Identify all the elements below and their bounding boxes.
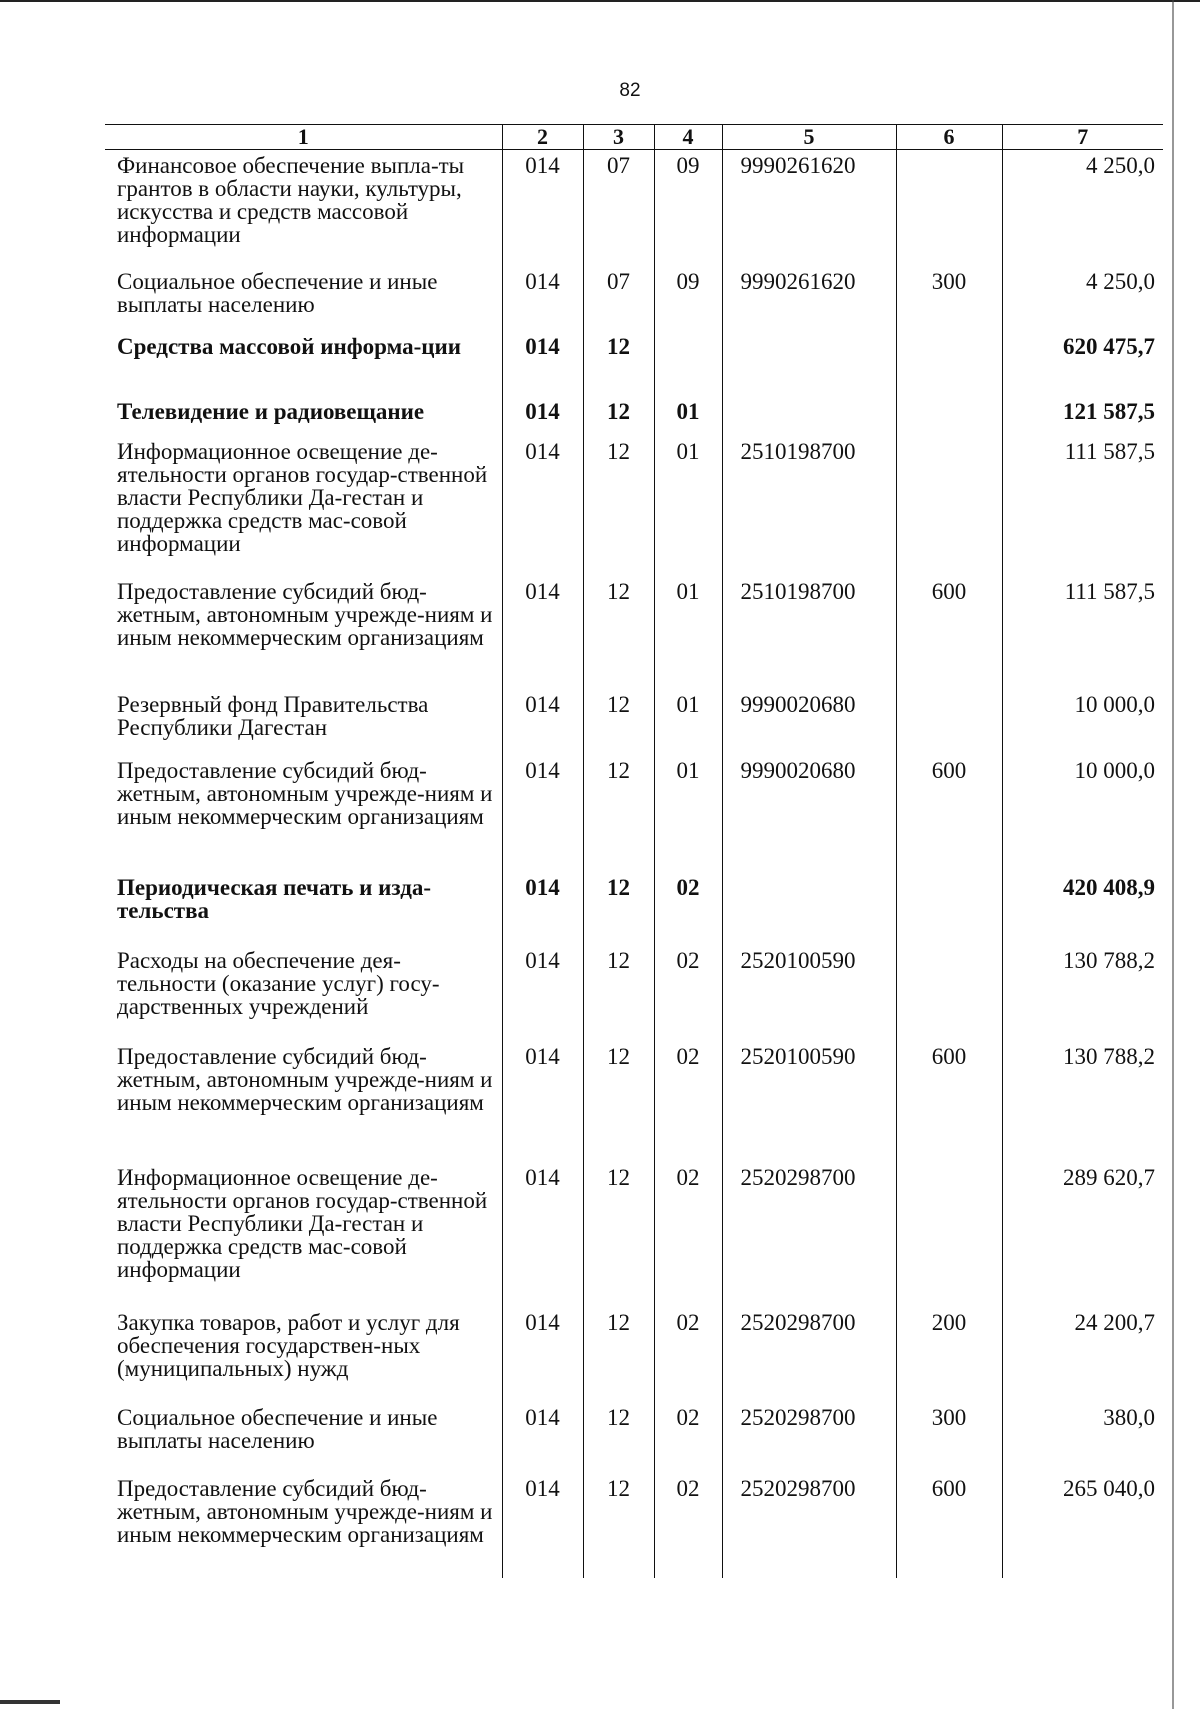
row-col7-cell: 121 587,5 <box>1002 396 1163 436</box>
row-col6-cell: 300 <box>896 266 1002 331</box>
header-col-6: 6 <box>896 125 1002 150</box>
header-row <box>105 125 1163 150</box>
row-name-cell: Информационное освещение де-ятельности органов государ-ственной власти Республики Да-гестан и поддержка средств мас-совой информации <box>117 438 488 556</box>
table-row <box>105 1041 1163 1162</box>
row-col7-cell: 10 000,0 <box>1002 755 1163 872</box>
table-row <box>105 755 1163 872</box>
row-col5-cell <box>722 396 896 436</box>
table-row <box>105 1402 1163 1473</box>
table-row <box>105 436 1163 576</box>
row-col2-cell: 014 <box>502 1041 583 1162</box>
row-col7-cell: 130 788,2 <box>1002 1041 1163 1162</box>
row-col4-cell: 02 <box>654 1473 722 1578</box>
row-col3-cell: 12 <box>583 1473 654 1578</box>
row-col4-cell: 01 <box>654 396 722 436</box>
row-col4-cell: 09 <box>654 150 722 266</box>
table-row <box>105 331 1163 396</box>
row-name-cell: Социальное обеспечение и иные выплаты населению <box>117 268 438 317</box>
row-col6-cell <box>896 436 1002 576</box>
row-col4-cell: 02 <box>654 1307 722 1402</box>
row-col7-cell: 289 620,7 <box>1002 1162 1163 1307</box>
row-name-cell: Предоставление субсидий бюд-жетным, автономным учрежде-ниям и иным некоммерческим организациям <box>117 578 493 650</box>
row-col6-cell: 600 <box>896 1041 1002 1162</box>
row-name-cell: Предоставление субсидий бюд-жетным, автономным учрежде-ниям и иным некоммерческим организациям <box>117 1043 493 1115</box>
row-col2-cell: 014 <box>502 1162 583 1307</box>
row-name-cell: Периодическая печать и изда-тельства <box>117 874 431 923</box>
row-col3-cell: 12 <box>583 576 654 689</box>
row-col3-cell: 12 <box>583 945 654 1041</box>
table-row <box>105 1473 1163 1578</box>
row-name-cell: Предоставление субсидий бюд-жетным, автономным учрежде-ниям и иным некоммерческим организациям <box>117 757 493 829</box>
row-col6-cell <box>896 689 1002 755</box>
row-col3-cell: 12 <box>583 755 654 872</box>
row-col3-cell: 07 <box>583 266 654 331</box>
row-col4-cell <box>654 331 722 396</box>
table-row <box>105 266 1163 331</box>
row-col7-cell: 4 250,0 <box>1002 266 1163 331</box>
row-col2-cell: 014 <box>502 150 583 266</box>
row-col6-cell: 300 <box>896 1402 1002 1473</box>
row-name-cell: Социальное обеспечение и иные выплаты населению <box>117 1404 438 1453</box>
row-col5-cell: 2520298700 <box>722 1307 896 1402</box>
row-col2-cell: 014 <box>502 1307 583 1402</box>
row-col7-cell: 111 587,5 <box>1002 576 1163 689</box>
row-col4-cell: 02 <box>654 1162 722 1307</box>
row-col7-cell: 380,0 <box>1002 1402 1163 1473</box>
row-col2-cell: 014 <box>502 576 583 689</box>
row-col3-cell: 12 <box>583 331 654 396</box>
row-col3-cell: 12 <box>583 1041 654 1162</box>
scan-edge-top <box>0 0 1200 2</box>
row-col7-cell: 420 408,9 <box>1002 872 1163 945</box>
scan-edge-bottom <box>0 1700 60 1704</box>
row-col5-cell: 2520100590 <box>722 945 896 1041</box>
row-col6-cell <box>896 396 1002 436</box>
table-row <box>105 576 1163 689</box>
row-col6-cell <box>896 945 1002 1041</box>
row-col7-cell: 130 788,2 <box>1002 945 1163 1041</box>
row-name-cell: Финансовое обеспечение выпла-ты грантов в области науки, культуры, искусства и средств массовой информации <box>117 153 465 247</box>
table-row <box>105 872 1163 945</box>
row-col3-cell: 07 <box>583 150 654 266</box>
row-col5-cell: 2520298700 <box>722 1473 896 1578</box>
row-col4-cell: 02 <box>654 945 722 1041</box>
table-row <box>105 1307 1163 1402</box>
header-col-7: 7 <box>1002 125 1163 150</box>
row-col2-cell: 014 <box>502 1473 583 1578</box>
row-col5-cell: 2520100590 <box>722 1041 896 1162</box>
row-col2-cell: 014 <box>502 266 583 331</box>
row-name-cell: Закупка товаров, работ и услуг для обеспечения государствен-ных (муниципальных) нужд <box>117 1309 460 1381</box>
row-col6-cell: 600 <box>896 755 1002 872</box>
row-col6-cell <box>896 150 1002 266</box>
row-col3-cell: 12 <box>583 1402 654 1473</box>
table-row <box>105 689 1163 755</box>
row-col6-cell <box>896 872 1002 945</box>
row-col2-cell: 014 <box>502 872 583 945</box>
scan-edge-right <box>1172 0 1174 1709</box>
row-col5-cell: 9990020680 <box>722 689 896 755</box>
header-col-1: 1 <box>105 125 502 150</box>
row-col4-cell: 02 <box>654 1402 722 1473</box>
row-col6-cell: 200 <box>896 1307 1002 1402</box>
row-col4-cell: 01 <box>654 689 722 755</box>
row-col2-cell: 014 <box>502 1402 583 1473</box>
header-col-4: 4 <box>654 125 722 150</box>
row-col2-cell: 014 <box>502 396 583 436</box>
row-name-cell: Средства массовой информа-ции <box>117 333 462 359</box>
row-col5-cell: 9990261620 <box>722 150 896 266</box>
row-name-cell: Телевидение и радиовещание <box>117 398 425 424</box>
row-col7-cell: 10 000,0 <box>1002 689 1163 755</box>
row-col2-cell: 014 <box>502 755 583 872</box>
row-col4-cell: 02 <box>654 1041 722 1162</box>
row-col6-cell <box>896 331 1002 396</box>
row-col5-cell <box>722 331 896 396</box>
row-name-cell: Резервный фонд Правительства Республики Дагестан <box>117 691 429 740</box>
row-col3-cell: 12 <box>583 872 654 945</box>
row-col6-cell: 600 <box>896 1473 1002 1578</box>
row-col4-cell: 09 <box>654 266 722 331</box>
table-row <box>105 150 1163 266</box>
header-col-2: 2 <box>502 125 583 150</box>
row-col2-cell: 014 <box>502 689 583 755</box>
row-col5-cell: 2510198700 <box>722 576 896 689</box>
header-col-5: 5 <box>722 125 896 150</box>
row-name-cell: Расходы на обеспечение дея-тельности (оказание услуг) госу-дарственных учреждений <box>117 947 440 1019</box>
row-col7-cell: 265 040,0 <box>1002 1473 1163 1578</box>
row-col5-cell: 2520298700 <box>722 1402 896 1473</box>
row-col5-cell <box>722 872 896 945</box>
row-col3-cell: 12 <box>583 396 654 436</box>
header-col-3: 3 <box>583 125 654 150</box>
row-col2-cell: 014 <box>502 945 583 1041</box>
row-col3-cell: 12 <box>583 689 654 755</box>
row-col7-cell: 620 475,7 <box>1002 331 1163 396</box>
row-name-cell: Предоставление субсидий бюд-жетным, автономным учрежде-ниям и иным некоммерческим организациям <box>117 1475 493 1547</box>
row-col7-cell: 111 587,5 <box>1002 436 1163 576</box>
row-col7-cell: 24 200,7 <box>1002 1307 1163 1402</box>
row-col5-cell: 9990020680 <box>722 755 896 872</box>
table-row <box>105 396 1163 436</box>
row-col2-cell: 014 <box>502 331 583 396</box>
table-row <box>105 1162 1163 1307</box>
row-col6-cell <box>896 1162 1002 1307</box>
row-col3-cell: 12 <box>583 1162 654 1307</box>
row-col5-cell: 9990261620 <box>722 266 896 331</box>
row-col5-cell: 2520298700 <box>722 1162 896 1307</box>
page-number: 82 <box>619 80 641 101</box>
table-row <box>105 945 1163 1041</box>
table-body <box>105 150 1163 1578</box>
budget-table <box>105 124 1163 1578</box>
row-col4-cell: 02 <box>654 872 722 945</box>
row-col5-cell: 2510198700 <box>722 436 896 576</box>
row-name-cell: Информационное освещение де-ятельности органов государ-ственной власти Республики Да-гестан и поддержка средств мас-совой информации <box>117 1164 488 1282</box>
row-col2-cell: 014 <box>502 436 583 576</box>
row-col4-cell: 01 <box>654 576 722 689</box>
row-col4-cell: 01 <box>654 436 722 576</box>
row-col3-cell: 12 <box>583 436 654 576</box>
row-col3-cell: 12 <box>583 1307 654 1402</box>
row-col7-cell: 4 250,0 <box>1002 150 1163 266</box>
row-col6-cell: 600 <box>896 576 1002 689</box>
row-col4-cell: 01 <box>654 755 722 872</box>
